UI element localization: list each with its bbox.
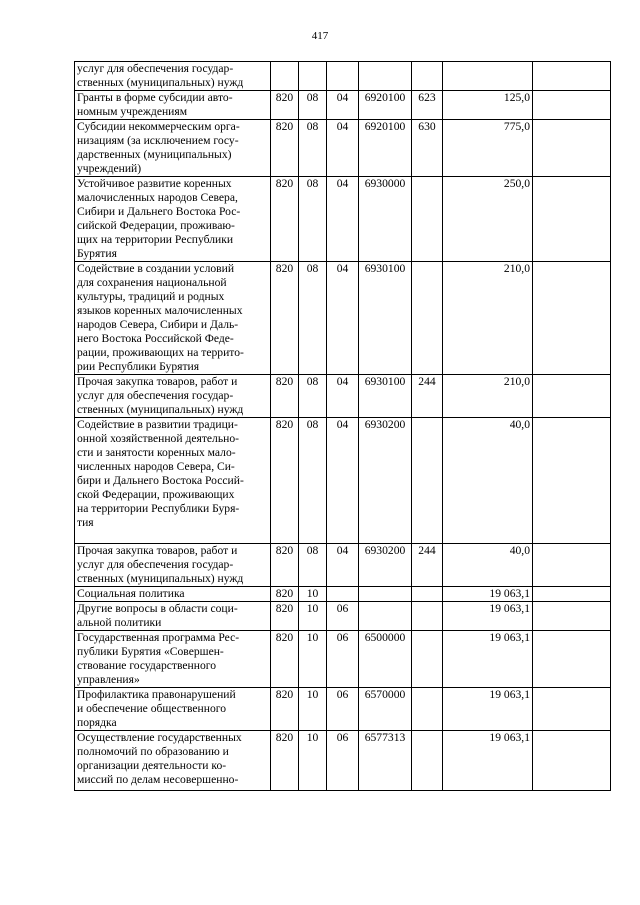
expense-type-cell <box>412 587 443 602</box>
subsection-code-cell: 06 <box>327 602 359 631</box>
table-row <box>75 418 611 544</box>
admin-code-cell: 820 <box>271 262 299 375</box>
row-name-cell: Содействие в создании условий для сохранения национальной культуры, традиций и родных языков коренных малочисленных народов Севера, Сибири и Даль- него Востока Российской Феде- рации, проживающих на террито- рии Республики Бурятия <box>75 262 271 375</box>
subsection-code-cell: 04 <box>327 375 359 418</box>
section-code-cell: 10 <box>299 631 327 688</box>
table-row <box>75 544 611 587</box>
section-code-cell: 08 <box>299 120 327 177</box>
subsection-code-cell: 06 <box>327 688 359 731</box>
admin-code-cell: 820 <box>271 587 299 602</box>
table-row <box>75 631 611 688</box>
section-code-cell: 08 <box>299 91 327 120</box>
row-name-cell: Другие вопросы в области соци- альной политики <box>75 602 271 631</box>
table-row <box>75 688 611 731</box>
table-row <box>75 731 611 791</box>
target-item-cell: 6500000 <box>359 631 412 688</box>
expense-type-cell <box>412 62 443 91</box>
subsection-code-cell: 04 <box>327 91 359 120</box>
amount-cell: 40,0 <box>443 418 533 544</box>
admin-code-cell: 820 <box>271 418 299 544</box>
target-item-cell: 6930100 <box>359 262 412 375</box>
expense-type-cell <box>412 177 443 262</box>
subsection-code-cell: 06 <box>327 631 359 688</box>
row-name-cell: Социальная политика <box>75 587 271 602</box>
expense-type-cell <box>412 731 443 791</box>
empty-note-cell <box>533 602 611 631</box>
empty-note-cell <box>533 587 611 602</box>
admin-code-cell: 820 <box>271 602 299 631</box>
target-item-cell: 6570000 <box>359 688 412 731</box>
section-code-cell: 10 <box>299 602 327 631</box>
section-code-cell: 08 <box>299 418 327 544</box>
table-row <box>75 587 611 602</box>
expense-type-cell <box>412 631 443 688</box>
admin-code-cell <box>271 62 299 91</box>
section-code-cell <box>299 62 327 91</box>
expense-type-cell <box>412 418 443 544</box>
table-row <box>75 177 611 262</box>
table-row <box>75 91 611 120</box>
amount-cell: 125,0 <box>443 91 533 120</box>
row-name-cell: Прочая закупка товаров, работ и услуг для обеспечения государ- ственных (муниципальных) нужд <box>75 375 271 418</box>
section-code-cell: 08 <box>299 544 327 587</box>
row-name-cell: Гранты в форме субсидии авто- номным учреждениям <box>75 91 271 120</box>
target-item-cell <box>359 62 412 91</box>
empty-note-cell <box>533 631 611 688</box>
amount-cell <box>443 62 533 91</box>
section-code-cell: 10 <box>299 688 327 731</box>
target-item-cell: 6577313 <box>359 731 412 791</box>
expense-type-cell <box>412 262 443 375</box>
table-row <box>75 375 611 418</box>
amount-cell: 210,0 <box>443 375 533 418</box>
empty-note-cell <box>533 120 611 177</box>
expense-type-cell <box>412 688 443 731</box>
section-code-cell: 10 <box>299 731 327 791</box>
table-row <box>75 120 611 177</box>
subsection-code-cell <box>327 62 359 91</box>
section-code-cell: 10 <box>299 587 327 602</box>
amount-cell: 19 063,1 <box>443 688 533 731</box>
row-name-cell: Устойчивое развитие коренных малочисленных народов Севера, Сибири и Дальнего Востока Рос- сийской Федерации, проживаю- щих на территории Республики Бурятия <box>75 177 271 262</box>
target-item-cell <box>359 602 412 631</box>
admin-code-cell: 820 <box>271 631 299 688</box>
empty-note-cell <box>533 262 611 375</box>
expense-type-cell: 244 <box>412 375 443 418</box>
row-name-cell: услуг для обеспечения государ- ственных (муниципальных) нужд <box>75 62 271 91</box>
target-item-cell: 6930200 <box>359 544 412 587</box>
subsection-code-cell: 04 <box>327 544 359 587</box>
admin-code-cell: 820 <box>271 731 299 791</box>
subsection-code-cell: 04 <box>327 120 359 177</box>
row-name-cell: Осуществление государственных полномочий по образованию и организации деятельности ко- миссий по делам несовершенно- <box>75 731 271 791</box>
subsection-code-cell <box>327 587 359 602</box>
amount-cell: 210,0 <box>443 262 533 375</box>
amount-cell: 19 063,1 <box>443 631 533 688</box>
expense-type-cell <box>412 602 443 631</box>
subsection-code-cell: 04 <box>327 262 359 375</box>
section-code-cell: 08 <box>299 262 327 375</box>
empty-note-cell <box>533 731 611 791</box>
empty-note-cell <box>533 688 611 731</box>
budget-table-body <box>75 62 611 791</box>
amount-cell: 775,0 <box>443 120 533 177</box>
admin-code-cell: 820 <box>271 688 299 731</box>
subsection-code-cell: 06 <box>327 731 359 791</box>
amount-cell: 19 063,1 <box>443 587 533 602</box>
section-code-cell: 08 <box>299 375 327 418</box>
row-name-cell: Государственная программа Рес- публики Бурятия «Совершен- ствование государственного управления» <box>75 631 271 688</box>
admin-code-cell: 820 <box>271 177 299 262</box>
amount-cell: 40,0 <box>443 544 533 587</box>
row-name-cell: Содействие в развитии традици- онной хозяйственной деятельно- сти и занятости коренных мало- численных народов Севера, Си- бири и Дальнего Востока Россий- ской Федерации, проживающих на территории Республики Буря- тия <box>75 418 271 544</box>
expense-type-cell: 630 <box>412 120 443 177</box>
section-code-cell: 08 <box>299 177 327 262</box>
empty-note-cell <box>533 418 611 544</box>
row-name-cell: Профилактика правонарушений и обеспечение общественного порядка <box>75 688 271 731</box>
admin-code-cell: 820 <box>271 120 299 177</box>
row-name-cell: Прочая закупка товаров, работ и услуг для обеспечения государ- ственных (муниципальных) нужд <box>75 544 271 587</box>
expense-type-cell: 244 <box>412 544 443 587</box>
empty-note-cell <box>533 177 611 262</box>
target-item-cell: 6930200 <box>359 418 412 544</box>
row-name-cell: Субсидии некоммерческим орга- низациям (за исключением госу- дарственных (муниципальных) учреждений) <box>75 120 271 177</box>
page-number: 417 <box>311 30 329 42</box>
admin-code-cell: 820 <box>271 544 299 587</box>
empty-note-cell <box>533 62 611 91</box>
target-item-cell: 6930000 <box>359 177 412 262</box>
subsection-code-cell: 04 <box>327 177 359 262</box>
amount-cell: 19 063,1 <box>443 602 533 631</box>
admin-code-cell: 820 <box>271 375 299 418</box>
target-item-cell: 6930100 <box>359 375 412 418</box>
target-item-cell: 6920100 <box>359 91 412 120</box>
amount-cell: 19 063,1 <box>443 731 533 791</box>
table-row <box>75 262 611 375</box>
empty-note-cell <box>533 375 611 418</box>
subsection-code-cell: 04 <box>327 418 359 544</box>
empty-note-cell <box>533 544 611 587</box>
budget-table <box>74 61 611 791</box>
admin-code-cell: 820 <box>271 91 299 120</box>
target-item-cell <box>359 587 412 602</box>
expense-type-cell: 623 <box>412 91 443 120</box>
empty-note-cell <box>533 91 611 120</box>
amount-cell: 250,0 <box>443 177 533 262</box>
table-row <box>75 602 611 631</box>
table-row <box>75 62 611 91</box>
target-item-cell: 6920100 <box>359 120 412 177</box>
